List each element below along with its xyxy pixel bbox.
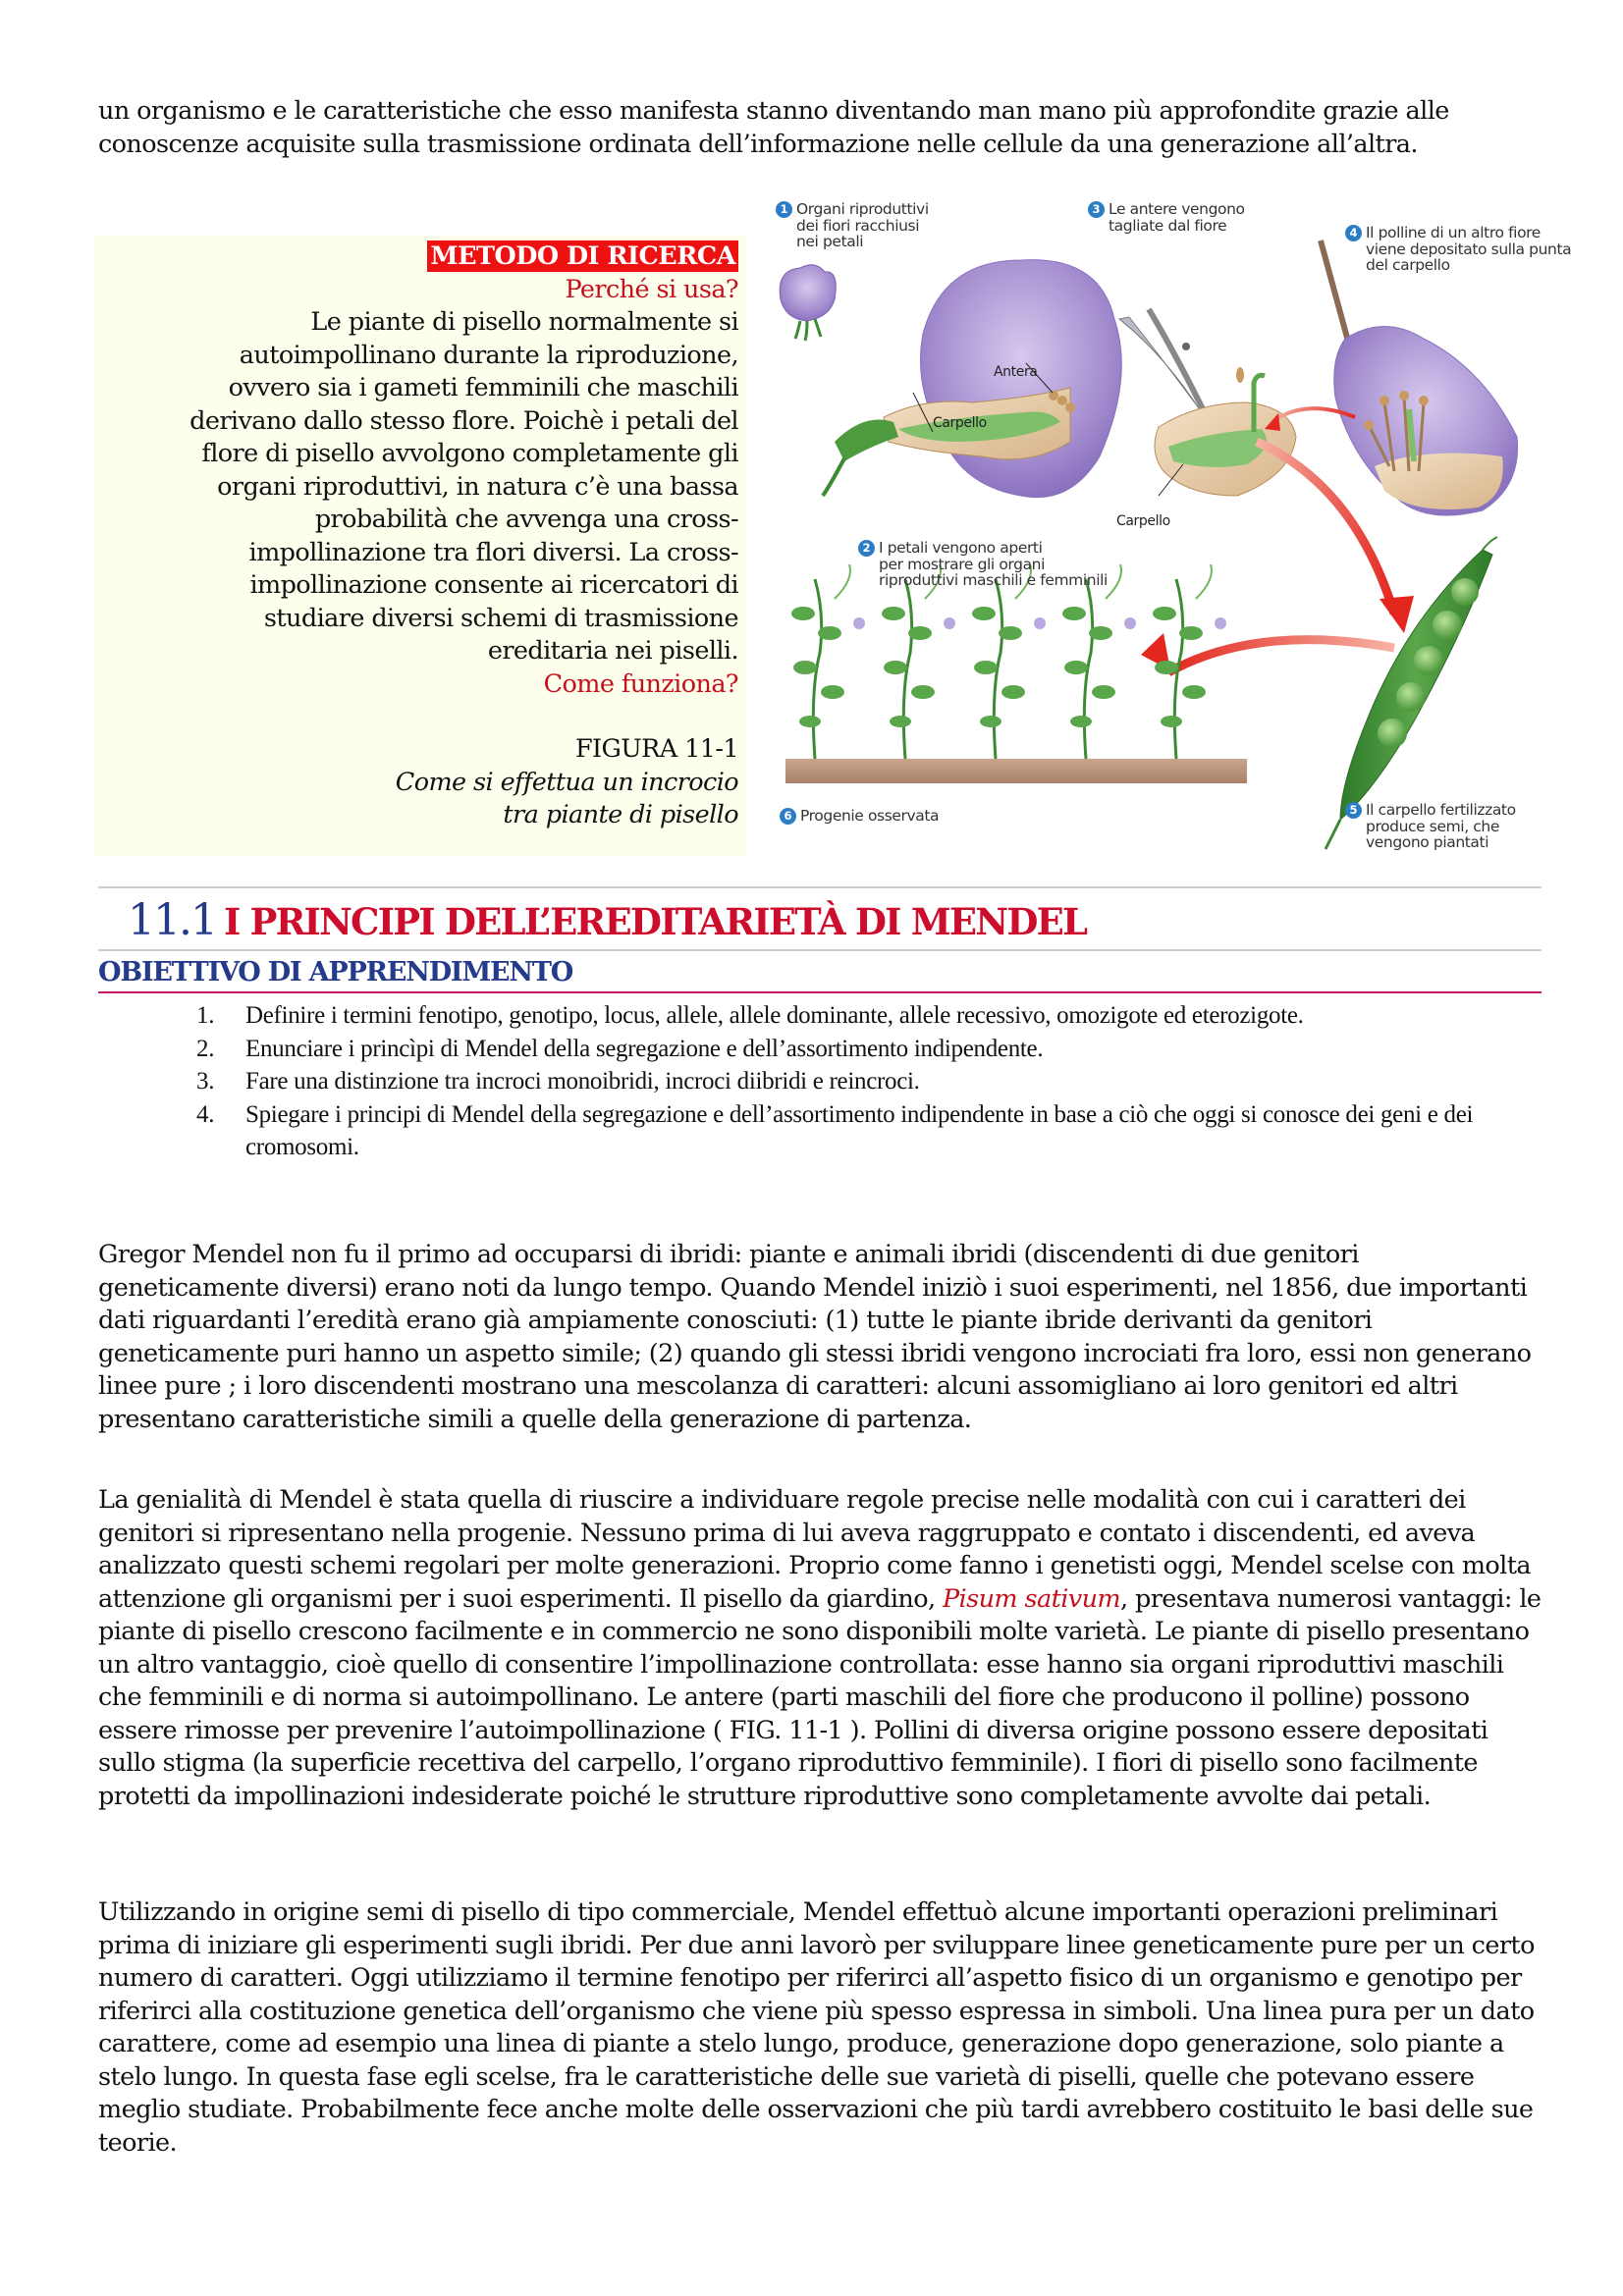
objective-item — [177, 999, 1532, 1033]
objective-number: 1. — [196, 1002, 215, 1029]
section-rule-top — [98, 886, 1542, 888]
section-heading — [128, 895, 1086, 945]
paragraph-pure-lines: Utilizzando in origine semi di pisello di tipo commerciale, Mendel effettuò alcune importanti operazioni preliminari prima di iniziare gli esperimenti sugli ibridi. Per due anni lavorò per sviluppare linee geneticamente pure per un certo numero di caratteri. Oggi utilizziamo il termine fenotipo per riferirci all’aspetto fisico di un organismo e genotipo per riferirci alla costituzione genetica dell’organismo che viene più spesso espressa in simboli. Una linea pura per un dato carattere, come ad esempio una linea di piante a stelo lungo, produce, generazione dopo generazione, solo piante a stelo lungo. In questa fase egli scelse, fra le caratteristiche delle sue varietà di piselli, quelle che potevano essere meglio studiate. Probabilmente fece anche molte delle osservazioni che più tardi avrebbero costituito le basi delle sue teorie. — [98, 1897, 1535, 2158]
arrow-to-pod-head — [1380, 596, 1414, 633]
step-5-badge: 5 — [1345, 802, 1362, 819]
figure-caption-line: Come si effettua un incrocio — [395, 767, 738, 797]
objective-number: 4. — [196, 1100, 215, 1128]
step-5-label — [1345, 802, 1516, 851]
research-method-box — [94, 236, 746, 856]
soil-strip — [785, 759, 1247, 783]
research-method-content — [110, 236, 738, 832]
step-3-label — [1088, 201, 1245, 234]
objective-number: 2. — [196, 1035, 215, 1062]
step-4-line: del carpello — [1366, 256, 1450, 274]
step-1-badge: 1 — [776, 201, 792, 218]
learning-objectives-list — [177, 999, 1532, 1164]
intro-paragraph: un organismo e le caratteristiche che esso manifesta stanno diventando man mano più approfondite grazie alle conoscenze acquisite sulla trasmissione ordinata dell’informazione nelle cellule da una generazione all’altra. — [98, 96, 1449, 159]
step-1-line: Organi riproduttivi — [796, 200, 929, 218]
paragraph-text: La genialità di Mendel è stata quella di riuscire a individuare regole precise nelle modalità con cui i caratteri dei genitori si ripresentano nella progenie. Nessuno prima di lui aveva raggruppato e contato i discendenti, ed aveva analizzato questi schemi regolari per molte generazioni. Proprio come fanno i genetisti oggi, Mendel scelse con molta attenzione gli organismi per i suoi esperimenti. Il pisello da giardino, — [98, 1485, 1531, 1614]
learning-objective-heading: OBIETTIVO DI APPRENDIMENTO — [98, 957, 573, 988]
why-line: impollinazione tra flori diversi. La cross- — [248, 537, 738, 567]
step-4-label — [1345, 225, 1571, 274]
why-used-label: Perché si usa? — [565, 274, 738, 304]
objective-item — [177, 1033, 1532, 1066]
step-5-line: produce semi, che — [1366, 817, 1499, 835]
objective-rule — [98, 991, 1542, 993]
objective-item — [177, 1098, 1532, 1164]
opened-flower-icon — [823, 260, 1121, 498]
step-1-line: nei petali — [796, 233, 864, 250]
why-line: studiare diversi schemi di trasmissione — [263, 603, 738, 633]
step-4-badge: 4 — [1345, 225, 1362, 241]
step-2-line: I petali vengono aperti — [879, 539, 1043, 557]
why-line: probabilità che avvenga una cross- — [314, 505, 738, 534]
step-4-line: viene depositato sulla punta — [1366, 240, 1572, 258]
why-line: flore di pisello avvolgono completamente gli — [201, 439, 738, 468]
emasculated-flower-icon — [1155, 367, 1296, 496]
why-line: organi riproduttivi, in natura c’è una bassa — [217, 471, 738, 502]
why-used-text — [110, 306, 738, 668]
how-works-label: Come funziona? — [543, 668, 738, 699]
species-name: Pisum sativum — [942, 1583, 1120, 1614]
objective-text: Fare una distinzione tra incroci monoibridi, incroci diibridi e reincroci. — [245, 1068, 920, 1095]
step-5-line: vengono piantati — [1366, 833, 1489, 851]
why-line: ovvero sia i gameti femminili che maschili — [228, 373, 738, 402]
objective-text: Definire i termini fenotipo, genotipo, locus, allele, allele dominante, allele recessivo, omozigote ed eterozigote. — [245, 1002, 1304, 1029]
step-6-line: Progenie osservata — [800, 807, 940, 825]
section-title: I PRINCIPI DELL’EREDITARIETÀ DI MENDEL — [223, 900, 1087, 943]
figure-number: FIGURA 11-1 — [574, 734, 738, 764]
why-line: impollinazione consente ai ricercatori di — [249, 570, 738, 600]
objective-item — [177, 1065, 1532, 1098]
donor-flower-icon — [1334, 327, 1518, 516]
section-rule-bottom — [98, 949, 1542, 951]
step-3-line: Le antere vengono — [1109, 200, 1245, 218]
step-5-line: Il carpello fertilizzato — [1366, 801, 1516, 819]
why-line: Le piante di pisello normalmente si — [310, 307, 738, 337]
figure-pea-cross — [776, 201, 1581, 869]
step-1-label — [776, 201, 929, 250]
whole-flower-icon — [780, 265, 836, 341]
why-line: derivano dallo stesso flore. Poichè i petali del — [189, 405, 738, 436]
figure-caption-line: tra piante di pisello — [503, 800, 738, 829]
objective-text: Enunciare i princìpi di Mendel della segregazione e dell’assortimento indipendente. — [245, 1035, 1044, 1062]
objective-text: Spiegare i principi di Mendel della segregazione e dell’assortimento indipendente in base a ciò che oggi si conosce dei geni e dei cromosomi. — [245, 1100, 1474, 1160]
step-6-badge: 6 — [780, 808, 796, 825]
step-3-badge: 3 — [1088, 201, 1105, 218]
step-2-line: per mostrare gli organi — [879, 555, 1046, 573]
arrow-to-plants — [1168, 640, 1394, 672]
why-line: autoimpollinano durante la riproduzione, — [239, 340, 738, 370]
paragraph-mendel-hybrids: Gregor Mendel non fu il primo ad occuparsi di ibridi: piante e animali ibridi (discendenti di due genitori geneticamente diversi) erano noti da lungo tempo. Quando Mendel iniziò i suoi esperimenti, nel 1856, due importanti dati riguardanti l’eredità erano già ampiamente conosciuti: (1) tutte le piante ibride derivanti da genitori geneticamente puri hanno un aspetto simile; (2) quando gli stessi ibridi vengono incrociati fra loro, essi non generano linee pure ; i loro discendenti mostrano una mescolanza di caratteri: alcuni assomigliano ai loro genitori ed altri presentano caratteristiche simili a quelle della generazione di partenza. — [98, 1240, 1532, 1434]
carpello-label-1: Carpello — [933, 415, 987, 431]
step-2-badge: 2 — [858, 540, 875, 557]
research-method-title: METODO DI RICERCA — [427, 240, 738, 272]
section-number: 11.1 — [128, 895, 216, 945]
paragraph-mendel-genius — [98, 1484, 1542, 1813]
step-3-line: tagliate dal fiore — [1109, 216, 1227, 235]
step-2-line: riproduttivi maschili e femminili — [879, 571, 1108, 589]
antera-label: Antera — [994, 364, 1038, 380]
why-line: ereditaria nei piselli. — [487, 636, 738, 666]
step-6-label — [780, 808, 939, 825]
step-1-line: dei fiori racchiusi — [796, 216, 920, 235]
objective-number: 3. — [196, 1068, 215, 1095]
pea-cross-illustration — [776, 201, 1581, 869]
step-4-line: Il polline di un altro fiore — [1366, 224, 1541, 241]
progeny-plants-icon — [785, 564, 1247, 783]
step-2-label — [858, 540, 1108, 589]
paragraph-text: , presentava numerosi vantaggi: le piante di pisello crescono facilmente e in commercio ne sono disponibili molte varietà. Le piante di pisello presentano un altro vantaggio, cioè quello di consentire l’impollinazione controllata: esse hanno sia organi riproduttivi maschili che femminili e di norma si autoimpollinano. Le antere (parti maschili del fiore che producono il polline) possono essere rimosse per prevenire l’autoimpollinazione ( FIG. 11-1 ). Pollini di diversa origine possono essere depositati sullo stigma (la superficie recettiva del carpello, l’organo riproduttivo femminile). I fiori di pisello sono facilmente protetti da impollinazioni indesiderate poiché le strutture riproduttive sono completamente avvolte dai petali. — [98, 1583, 1542, 1811]
carpello-label-2: Carpello — [1116, 513, 1170, 529]
